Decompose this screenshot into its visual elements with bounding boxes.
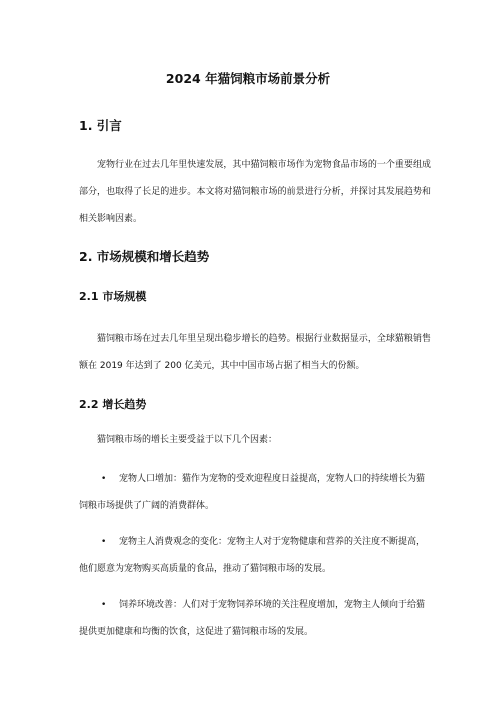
bullet-icon: • [101,600,107,610]
subsection-heading-growth: 2.2 增长趋势 [79,398,147,411]
bullet-text: 宠物人口增加：猫作为宠物的受欢迎程度日益提高，宠物人口的持续增长为猫饲粮市场提供了广阔的消费群体。 [79,474,426,511]
list-item [79,529,431,583]
market-size-paragraph: 猫饲粮市场在过去几年里呈现出稳步增长的趋势。根据行业数据显示，全球猫粮销售额在 2019 年达到了 200 亿美元，其中中国市场占据了相当大的份额。 [79,334,431,371]
bullet-text: 饲养环境改善：人们对于宠物饲养环境的关注程度增加，宠物主人倾向于给猫提供更加健康和均衡的饮食，这促进了猫饲粮市场的发展。 [79,600,426,637]
bullet-icon: • [101,537,107,547]
bullet-icon: • [101,474,107,484]
subsection-heading-size: 2.1 市场规模 [79,290,147,303]
section-heading-market: 2. 市场规模和增长趋势 [79,249,210,264]
list-item [79,592,431,646]
bullet-text: 宠物主人消费观念的变化：宠物主人对于宠物健康和营养的关注度不断提高，他们愿意为宠物购买高质量的食品，推动了猫饲粮市场的发展。 [79,537,426,574]
list-item [79,466,431,520]
section-heading-intro: 1. 引言 [79,118,122,133]
intro-paragraph: 宠物行业在过去几年里快速发展，其中猫饲粮市场作为宠物食品市场的一个重要组成部分，也取得了长足的进步。本文将对猫饲粮市场的前景进行分析，并探讨其发展趋势和相关影响因素。 [79,160,431,224]
growth-intro-paragraph: 猫饲粮市场的增长主要受益于以下几个因素： [97,435,278,445]
document-title: 2024 年猫饲粮市场前景分析 [165,71,331,86]
